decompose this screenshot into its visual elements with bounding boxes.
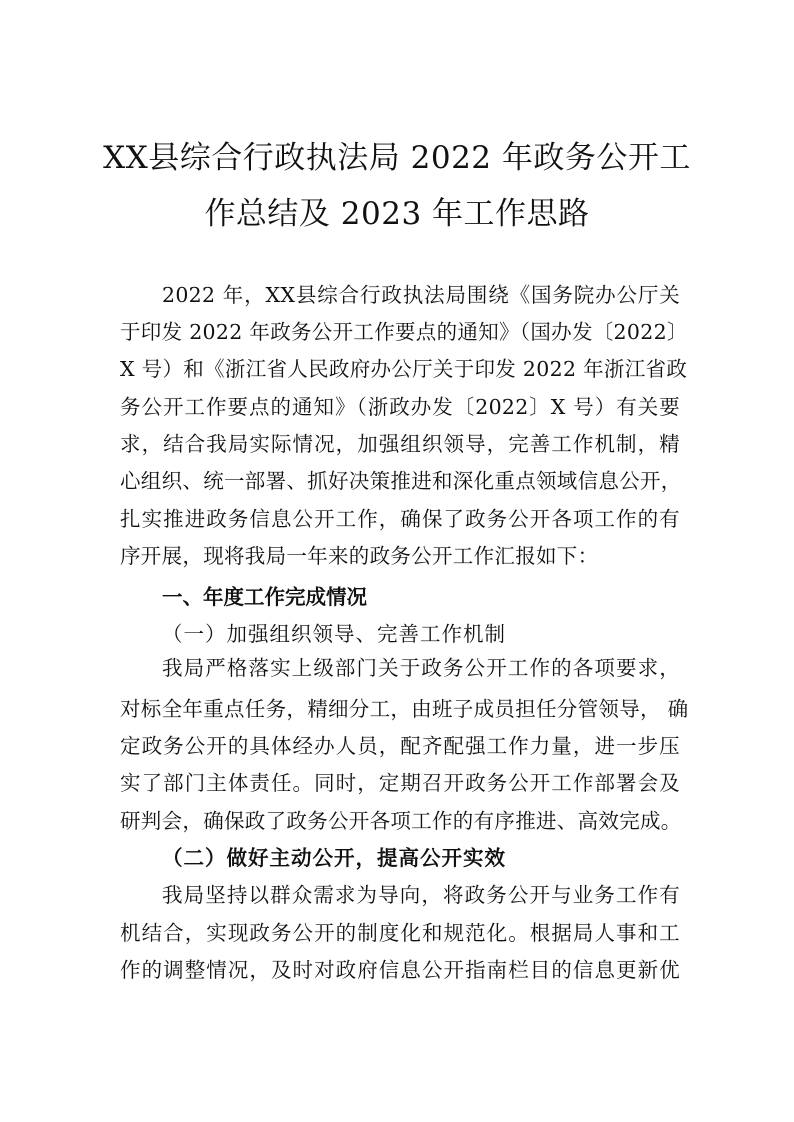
subsection-2-line: 机结合，实现政务公开的制度化和规范化。根据局人事和工: [120, 921, 680, 945]
subsection-1-line: 实了部门主体责任。同时，定期召开政务公开工作部署会及: [120, 771, 680, 795]
intro-line: 求，结合我局实际情况，加强组织领导，完善工作机制，精: [120, 432, 680, 456]
subsection-heading-1: （一）加强组织领导、完善工作机制: [162, 622, 506, 646]
subsection-1-line: 研判会，确保政了政务公开各项工作的有序推进、高效完成。: [120, 809, 682, 833]
intro-line: 于印发 2022 年政务公开工作要点的通知》（国办发〔2022〕: [120, 320, 688, 344]
intro-line: 务公开工作要点的通知》（浙政办发〔2022〕X 号）有关要: [120, 395, 680, 419]
intro-line: X 号）和《浙江省人民政府办公厅关于印发 2022 年浙江省政: [120, 357, 688, 381]
subsection-1-line: 定政务公开的具体经办人员，配齐配强工作力量，进一步压: [120, 734, 680, 758]
document-title-line-1: XX县综合行政执法局 2022 年政务公开工: [103, 140, 691, 176]
subsection-1-line: 我局严格落实上级部门关于政务公开工作的各项要求，: [162, 656, 680, 680]
subsection-2-line: 作的调整情况，及时对政府信息公开指南栏目的信息更新优: [120, 958, 680, 982]
intro-line: 序开展，现将我局一年来的政务公开工作汇报如下：: [120, 544, 599, 568]
subsection-1-line: 对标全年重点任务，精细分工，由班子成员担任分管领导， 确: [120, 697, 689, 721]
document-title-line-2: 作总结及 2023 年工作思路: [204, 196, 590, 232]
intro-line: 心组织、统一部署、抓好决策推进和深化重点领域信息公开，: [120, 469, 682, 493]
section-heading-1: 一、年度工作完成情况: [162, 585, 367, 609]
subsection-2-line: 我局坚持以群众需求为导向，将政务公开与业务工作有: [162, 883, 680, 907]
intro-line: 扎实推进政务信息公开工作，确保了政务公开各项工作的有: [120, 507, 680, 531]
subsection-heading-2: （二）做好主动公开，提高公开实效: [162, 846, 506, 870]
intro-line: 2022 年，XX县综合行政执法局围绕《国务院办公厅关: [162, 283, 680, 307]
